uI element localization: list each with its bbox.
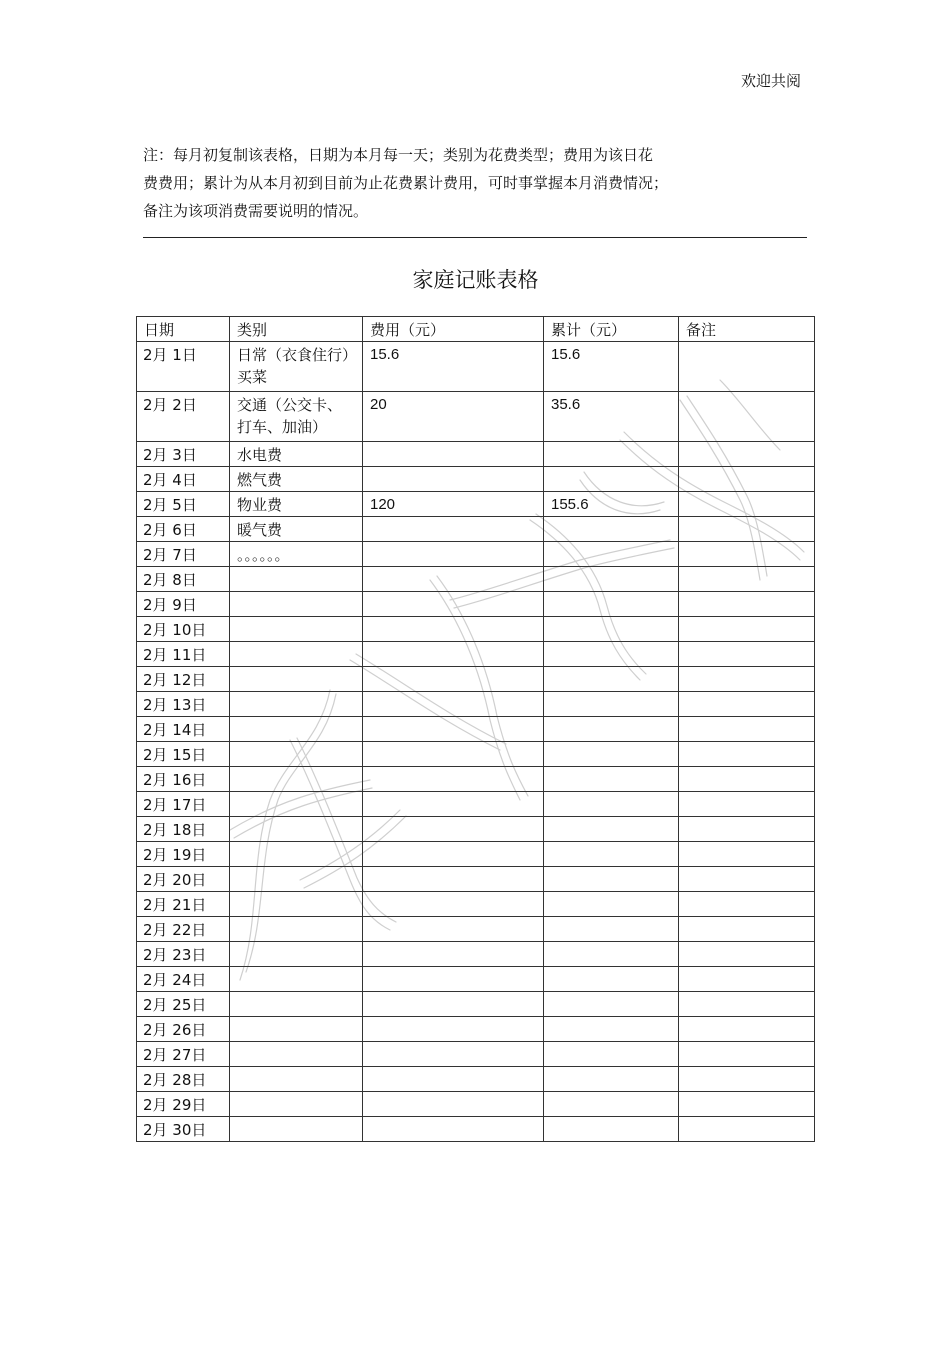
- date-cell: 2月 3日: [137, 442, 230, 467]
- remark-cell: [679, 717, 815, 742]
- date-cell: 2月 23日: [137, 942, 230, 967]
- table-row: [137, 717, 815, 742]
- date-cell: 2月 22日: [137, 917, 230, 942]
- category-cell: [230, 892, 363, 917]
- cost-cell: [363, 542, 544, 567]
- remark-cell: [679, 342, 815, 392]
- total-cell: [544, 1117, 679, 1142]
- category-cell: [230, 792, 363, 817]
- column-header-cost: 费用（元）: [363, 317, 544, 342]
- date-cell: 2月 16日: [137, 767, 230, 792]
- column-header-remark: 备注: [679, 317, 815, 342]
- category-cell: 。。。。。。: [230, 542, 363, 567]
- remark-cell: [679, 792, 815, 817]
- category-cell: [230, 967, 363, 992]
- date-cell: 2月 10日: [137, 617, 230, 642]
- category-cell: 交通（公交卡、打车、加油）: [230, 392, 363, 442]
- total-cell: [544, 1067, 679, 1092]
- note-line: 备注为该项消费需要说明的情况。: [143, 202, 369, 220]
- total-cell: [544, 642, 679, 667]
- category-cell: [230, 1042, 363, 1067]
- remark-cell: [679, 1092, 815, 1117]
- remark-cell: [679, 467, 815, 492]
- category-cell: [230, 917, 363, 942]
- category-cell: [230, 1117, 363, 1142]
- remark-cell: [679, 767, 815, 792]
- total-cell: [544, 567, 679, 592]
- category-cell: [230, 1017, 363, 1042]
- date-cell: 2月 13日: [137, 692, 230, 717]
- category-cell: 物业费: [230, 492, 363, 517]
- date-cell: 2月 5日: [137, 492, 230, 517]
- table-row: [137, 342, 815, 392]
- table-row: [137, 442, 815, 467]
- date-cell: 2月 2日: [137, 392, 230, 442]
- date-cell: 2月 9日: [137, 592, 230, 617]
- table-row: [137, 1092, 815, 1117]
- category-cell: [230, 992, 363, 1017]
- table-row: [137, 767, 815, 792]
- date-cell: 2月 15日: [137, 742, 230, 767]
- remark-cell: [679, 492, 815, 517]
- remark-cell: [679, 867, 815, 892]
- total-cell: [544, 742, 679, 767]
- total-cell: [544, 942, 679, 967]
- document-title: 家庭记账表格: [412, 268, 539, 292]
- total-cell: [544, 917, 679, 942]
- total-cell: [544, 467, 679, 492]
- date-cell: 2月 20日: [137, 867, 230, 892]
- cost-cell: [363, 592, 544, 617]
- note-divider: [143, 237, 807, 238]
- remark-cell: [679, 1067, 815, 1092]
- remark-cell: [679, 1017, 815, 1042]
- remark-cell: [679, 942, 815, 967]
- table-row: [137, 742, 815, 767]
- date-cell: 2月 8日: [137, 567, 230, 592]
- usage-note: [143, 141, 768, 225]
- remark-cell: [679, 992, 815, 1017]
- header-right-text: 欢迎共阅: [740, 72, 801, 90]
- total-cell: [544, 767, 679, 792]
- category-cell: [230, 617, 363, 642]
- cost-cell: [363, 742, 544, 767]
- remark-cell: [679, 592, 815, 617]
- date-cell: 2月 24日: [137, 967, 230, 992]
- remark-cell: [679, 517, 815, 542]
- table-body: [137, 342, 815, 1142]
- date-cell: 2月 4日: [137, 467, 230, 492]
- total-cell: [544, 542, 679, 567]
- cost-cell: [363, 917, 544, 942]
- category-cell: 日常（衣食住行）买菜: [230, 342, 363, 392]
- table-row: [137, 642, 815, 667]
- table-row: [137, 792, 815, 817]
- date-cell: 2月 17日: [137, 792, 230, 817]
- remark-cell: [679, 842, 815, 867]
- total-cell: [544, 592, 679, 617]
- remark-cell: [679, 617, 815, 642]
- date-cell: 2月 11日: [137, 642, 230, 667]
- date-cell: 2月 18日: [137, 817, 230, 842]
- category-cell: [230, 817, 363, 842]
- total-cell: 155.6: [544, 492, 679, 517]
- cost-cell: [363, 517, 544, 542]
- table-row: [137, 942, 815, 967]
- total-cell: [544, 892, 679, 917]
- cost-cell: [363, 1067, 544, 1092]
- cost-cell: [363, 642, 544, 667]
- total-cell: [544, 617, 679, 642]
- date-cell: 2月 27日: [137, 1042, 230, 1067]
- category-cell: [230, 667, 363, 692]
- category-cell: [230, 942, 363, 967]
- cost-cell: [363, 667, 544, 692]
- cost-cell: [363, 467, 544, 492]
- table-row: [137, 817, 815, 842]
- cost-cell: [363, 767, 544, 792]
- remark-cell: [679, 667, 815, 692]
- date-cell: 2月 29日: [137, 1092, 230, 1117]
- category-cell: [230, 742, 363, 767]
- table-row: [137, 1117, 815, 1142]
- total-cell: [544, 817, 679, 842]
- category-cell: 水电费: [230, 442, 363, 467]
- total-cell: [544, 1042, 679, 1067]
- cost-cell: [363, 1117, 544, 1142]
- date-cell: 2月 6日: [137, 517, 230, 542]
- column-header-total: 累计（元）: [544, 317, 679, 342]
- category-cell: [230, 867, 363, 892]
- cost-cell: 15.6: [363, 342, 544, 392]
- total-cell: [544, 442, 679, 467]
- cost-cell: [363, 967, 544, 992]
- cost-cell: [363, 817, 544, 842]
- date-cell: 2月 26日: [137, 1017, 230, 1042]
- category-cell: [230, 642, 363, 667]
- remark-cell: [679, 817, 815, 842]
- total-cell: [544, 867, 679, 892]
- remark-cell: [679, 567, 815, 592]
- remark-cell: [679, 1042, 815, 1067]
- remark-cell: [679, 967, 815, 992]
- total-cell: [544, 967, 679, 992]
- table-row: [137, 1042, 815, 1067]
- table-row: [137, 592, 815, 617]
- cost-cell: [363, 617, 544, 642]
- remark-cell: [679, 742, 815, 767]
- category-cell: [230, 1067, 363, 1092]
- cost-cell: [363, 692, 544, 717]
- table-row: [137, 992, 815, 1017]
- remark-cell: [679, 642, 815, 667]
- table-row: [137, 467, 815, 492]
- table-row: [137, 492, 815, 517]
- date-cell: 2月 25日: [137, 992, 230, 1017]
- category-cell: [230, 592, 363, 617]
- date-cell: 2月 30日: [137, 1117, 230, 1142]
- table-row: [137, 842, 815, 867]
- cost-cell: [363, 1092, 544, 1117]
- table-row: [137, 392, 815, 442]
- note-line: 费费用；累计为从本月初到目前为止花费累计费用，可时事掌握本月消费情况；: [143, 174, 669, 192]
- cost-cell: [363, 1017, 544, 1042]
- remark-cell: [679, 442, 815, 467]
- table-row: [137, 517, 815, 542]
- table-row: [137, 1067, 815, 1092]
- cost-cell: [363, 717, 544, 742]
- remark-cell: [679, 692, 815, 717]
- remark-cell: [679, 892, 815, 917]
- date-cell: 2月 21日: [137, 892, 230, 917]
- category-cell: [230, 767, 363, 792]
- category-cell: 暖气费: [230, 517, 363, 542]
- table-row: [137, 967, 815, 992]
- total-cell: [544, 842, 679, 867]
- table-header-row: [137, 317, 815, 342]
- cost-cell: [363, 792, 544, 817]
- cost-cell: [363, 892, 544, 917]
- date-cell: 2月 19日: [137, 842, 230, 867]
- table-row: [137, 617, 815, 642]
- date-cell: 2月 28日: [137, 1067, 230, 1092]
- total-cell: [544, 717, 679, 742]
- date-cell: 2月 7日: [137, 542, 230, 567]
- date-cell: 2月 14日: [137, 717, 230, 742]
- cost-cell: [363, 1042, 544, 1067]
- cost-cell: [363, 942, 544, 967]
- cost-cell: [363, 442, 544, 467]
- column-header-category: 类别: [230, 317, 363, 342]
- table-row: [137, 567, 815, 592]
- ledger-table: [136, 316, 815, 1142]
- total-cell: [544, 992, 679, 1017]
- total-cell: [544, 517, 679, 542]
- cost-cell: [363, 567, 544, 592]
- category-cell: 燃气费: [230, 467, 363, 492]
- date-cell: 2月 1日: [137, 342, 230, 392]
- cost-cell: 120: [363, 492, 544, 517]
- category-cell: [230, 717, 363, 742]
- remark-cell: [679, 917, 815, 942]
- date-cell: 2月 12日: [137, 667, 230, 692]
- table-row: [137, 867, 815, 892]
- table-row: [137, 692, 815, 717]
- cost-cell: [363, 842, 544, 867]
- column-header-date: 日期: [137, 317, 230, 342]
- note-line: 注：每月初复制该表格，日期为本月每一天；类别为花费类型；费用为该日花: [143, 146, 654, 164]
- table-row: [137, 667, 815, 692]
- total-cell: [544, 1017, 679, 1042]
- table-row: [137, 892, 815, 917]
- cost-cell: 20: [363, 392, 544, 442]
- total-cell: 35.6: [544, 392, 679, 442]
- table-row: [137, 1017, 815, 1042]
- total-cell: [544, 1092, 679, 1117]
- cost-cell: [363, 992, 544, 1017]
- table-row: [137, 542, 815, 567]
- total-cell: [544, 667, 679, 692]
- category-cell: [230, 567, 363, 592]
- remark-cell: [679, 392, 815, 442]
- table-row: [137, 917, 815, 942]
- category-cell: [230, 842, 363, 867]
- total-cell: 15.6: [544, 342, 679, 392]
- remark-cell: [679, 1117, 815, 1142]
- total-cell: [544, 792, 679, 817]
- remark-cell: [679, 542, 815, 567]
- total-cell: [544, 692, 679, 717]
- category-cell: [230, 1092, 363, 1117]
- cost-cell: [363, 867, 544, 892]
- category-cell: [230, 692, 363, 717]
